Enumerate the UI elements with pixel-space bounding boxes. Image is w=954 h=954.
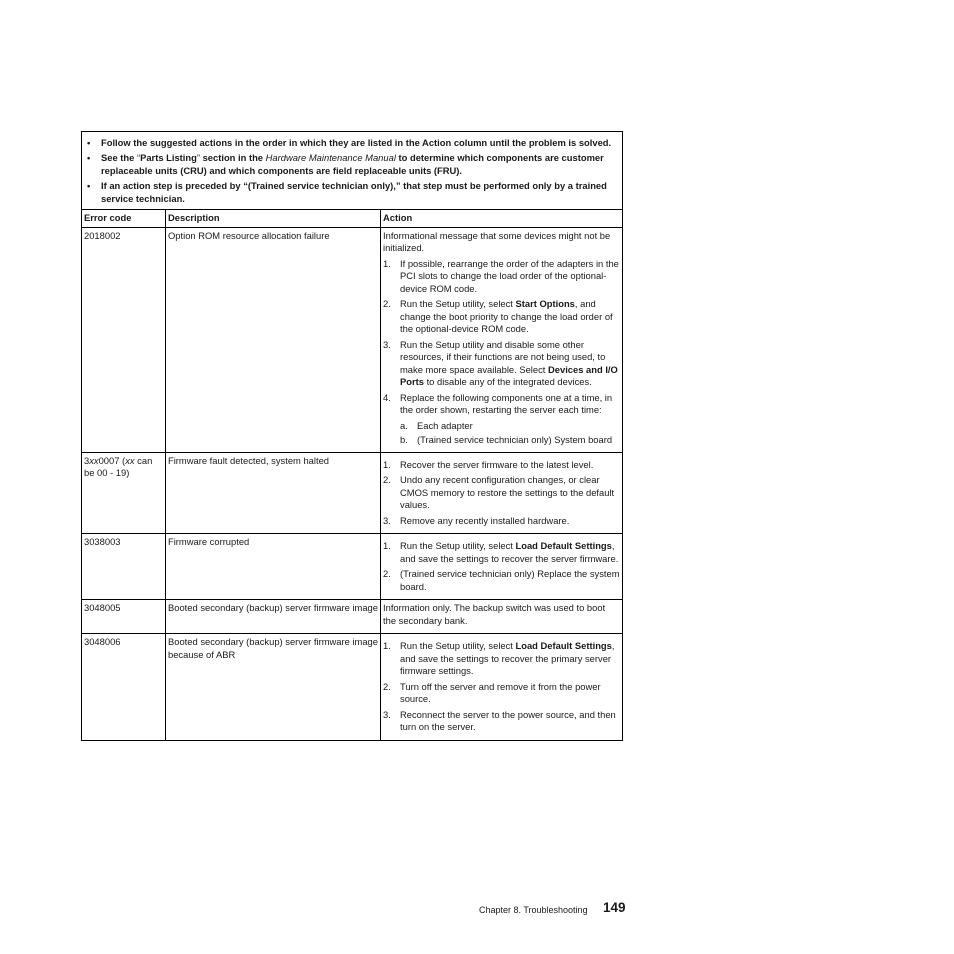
header-description: Description (166, 210, 381, 227)
action-step: 4. Replace the following components one at a time, in the order shown, restarting the server each time: (383, 391, 613, 415)
action-cell (381, 534, 622, 599)
description-cell: Booted secondary (backup) server firmware image because of ABR (166, 634, 381, 740)
action-step: 1. Run the Setup utility, select Load Default Settings, and save the settings to recover the server firmware. (383, 540, 619, 564)
bullet-icon: • (87, 180, 91, 191)
description-cell: Firmware corrupted (166, 534, 381, 599)
action-step: 1. Run the Setup utility, select Load Default Settings, and save the settings to recover the primary server firmware settings. (383, 640, 615, 676)
error-code-table (81, 131, 623, 741)
action-step: 2. (Trained service technician only) Replace the system board. (383, 568, 620, 592)
table-row (82, 453, 622, 535)
table-row (82, 534, 622, 600)
bullet-icon: • (87, 137, 91, 148)
action-cell (381, 634, 622, 740)
error-code-cell: 2018002 (82, 228, 166, 452)
error-code-cell: 3xx0007 (xx can be 00 - 19) (82, 453, 166, 534)
note-item: • Follow the suggested actions in the order in which they are listed in the Action column until the problem is solved. (87, 137, 612, 148)
manual-title: Hardware Maintenance Manual (265, 152, 396, 163)
action-step: 1. Recover the server firmware to the latest level. (383, 458, 594, 470)
page-number: 149 (603, 900, 626, 915)
action-step: 3. Reconnect the server to the power source, and then turn on the server. (383, 708, 616, 732)
action-step: 2. Undo any recent configuration changes, or clear CMOS memory to restore the settings to the default values. (383, 474, 615, 510)
table-row (82, 228, 622, 453)
table-row (82, 634, 622, 740)
action-step: 2. Run the Setup utility, select Start Options, and change the boot priority to change the load order of the optional-device ROM code. (383, 298, 613, 334)
parts-listing-ref: Parts Listing (140, 152, 197, 163)
chapter-title: Chapter 8. Troubleshooting (479, 905, 588, 915)
action-cell (381, 453, 622, 534)
error-code-cell: 3048006 (82, 634, 166, 740)
action-step: 2. Turn off the server and remove it from the power source. (383, 680, 601, 704)
error-code-cell: 3038003 (82, 534, 166, 599)
action-step: 3. Remove any recently installed hardware. (383, 514, 570, 526)
header-error-code: Error code (82, 210, 166, 227)
table-row (82, 600, 622, 634)
action-cell: Information only. The backup switch was used to boot the secondary bank. (383, 602, 606, 626)
action-substep: b. (Trained service technician only) System board (400, 434, 613, 445)
action-step: 1. If possible, rearrange the order of the adapters in the PCI slots to change the load order of the optional-device ROM code. (383, 257, 619, 294)
note-item: • If an action step is preceded by “(Trained service technician only),” that step must be performed only by a trained service technician. (87, 180, 607, 204)
action-step: 3. Run the Setup utility and disable some other resources, if their functions are not being used, to make more space available. Select Devices and I/O Ports to disable any of the integrated devices. (383, 338, 618, 387)
bullet-icon: • (87, 152, 91, 163)
description-cell: Firmware fault detected, system halted (166, 453, 381, 534)
error-code-cell: 3048005 (82, 600, 166, 633)
action-cell: Informational message that some devices might not be initialized. 1. If possible, rearrange the order of the adapters in the PCI slots to change the load order of the optional-device ROM code. 2. Run the Setup utility, select Start Options, and change the boot priority to change the load order of the optional-device ROM code. 3. Run the Setup utility and disable some other resources, if their functions are not being used, to make more space available. Select Devices and I/O Ports to disable any of the integrated devices. 4. Replace the following components one at a time, in the order shown, restarting the server each time: a. Each adapter b. (Trained service technician only) System board (383, 229, 619, 445)
description-cell: Option ROM resource allocation failure (166, 228, 381, 452)
note-item: • See the “Parts Listing” section in the Hardware Maintenance Manual to determine which components are customer replaceable units (CRU) and which components are field replaceable units (FRU). (87, 152, 604, 176)
description-cell: Booted secondary (backup) server firmware image (166, 600, 381, 633)
table-notes (82, 132, 622, 210)
table-header-row (82, 210, 622, 228)
action-substep: a. Each adapter (400, 419, 473, 431)
header-action: Action (383, 212, 413, 223)
